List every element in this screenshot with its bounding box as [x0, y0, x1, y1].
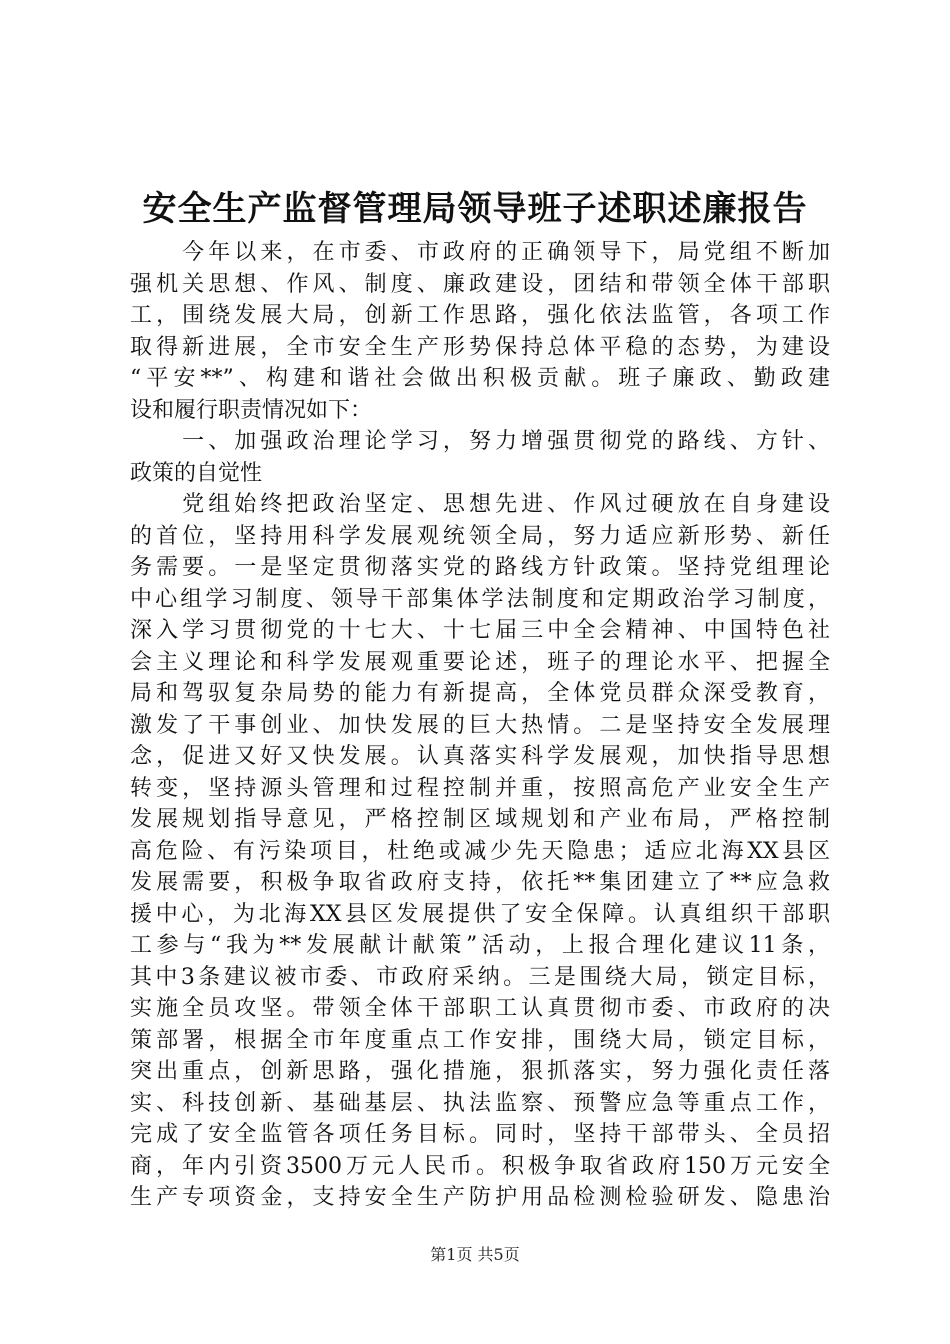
body-line: 中心组学习制度、领导干部集体学法制度和定期政治学习制度，	[130, 586, 830, 612]
body-line: 强机关思想、作风、制度、廉政建设，团结和带领全体干部职	[130, 271, 830, 297]
body-line: 工参与“我为**发展献计献策”活动，上报合理化建议11条，	[130, 933, 830, 958]
body-line: 今年以来，在市委、市政府的正确领导下，局党组不断加	[130, 240, 830, 265]
section-heading-line: 一、加强政治理论学习，努力增强贯彻党的路线、方针、	[130, 429, 830, 454]
body-line: “平安**”、构建和谐社会做出积极贡献。班子廉政、勤政建	[130, 366, 830, 391]
body-line: 局和驾驭复杂局势的能力有新提高，全体党员群众深受教育，	[130, 681, 830, 706]
body-line: 深入学习贯彻党的十七大、十七届三中全会精神、中国特色社	[130, 618, 830, 643]
body-line: 实施全员攻坚。带领全体干部职工认真贯彻市委、市政府的决	[130, 996, 830, 1021]
body-line: 激发了干事创业、加快发展的巨大热情。二是坚持安全发展理	[130, 712, 830, 738]
section-heading-line: 政策的自觉性	[130, 460, 263, 486]
document-title: 安全生产监督管理局领导班子述职述廉报告	[142, 189, 808, 229]
body-line: 念，促进又好又快发展。认真落实科学发展观，加快指导思想	[130, 744, 830, 769]
document-body	[130, 237, 830, 1214]
body-line: 的首位，坚持用科学发展观统领全局，努力适应新形势、新任	[130, 523, 830, 549]
body-line: 会主义理论和科学发展观重要论述，班子的理论水平、把握全	[130, 649, 830, 675]
body-line: 商，年内引资3500万元人民币。积极争取省政府150万元安全	[130, 1153, 830, 1179]
body-line: 发展规划指导意见，严格控制区域规划和产业布局，严格控制	[130, 807, 830, 832]
body-line: 党组始终把政治坚定、思想先进、作风过硬放在自身建设	[130, 492, 830, 517]
body-line: 高危险、有污染项目，杜绝或减少先天隐患；适应北海XX县区	[130, 838, 830, 864]
body-line: 其中3条建议被市委、市政府采纳。三是围绕大局，锁定目标，	[130, 964, 830, 990]
body-line: 设和履行职责情况如下：	[130, 397, 373, 423]
body-line: 援中心，为北海XX县区发展提供了安全保障。认真组织干部职	[130, 901, 830, 927]
body-line: 工，围绕发展大局，创新工作思路，强化依法监管，各项工作	[130, 303, 830, 328]
body-line: 完成了安全监管各项任务目标。同时，坚持干部带头、全员招	[130, 1122, 830, 1147]
body-line: 取得新进展，全市安全生产形势保持总体平稳的态势，为建设	[130, 334, 830, 360]
page-number-footer: 第1页 共5页	[430, 1245, 520, 1264]
body-line: 实、科技创新、基础基层、执法监察、预警应急等重点工作，	[130, 1090, 830, 1116]
body-line: 突出重点，创新思路，强化措施，狠抓落实，努力强化责任落	[130, 1059, 830, 1084]
body-line: 生产专项资金，支持安全生产防护用品检测检验研发、隐患治	[130, 1185, 830, 1210]
body-line: 发展需要，积极争取省政府支持，依托**集团建立了**应急救	[130, 870, 830, 895]
body-line: 转变，坚持源头管理和过程控制并重，按照高危产业安全生产	[130, 775, 830, 801]
body-line: 策部署，根据全市年度重点工作安排，围绕大局，锁定目标，	[130, 1027, 830, 1053]
body-line: 务需要。一是坚定贯彻落实党的路线方针政策。坚持党组理论	[130, 555, 830, 580]
